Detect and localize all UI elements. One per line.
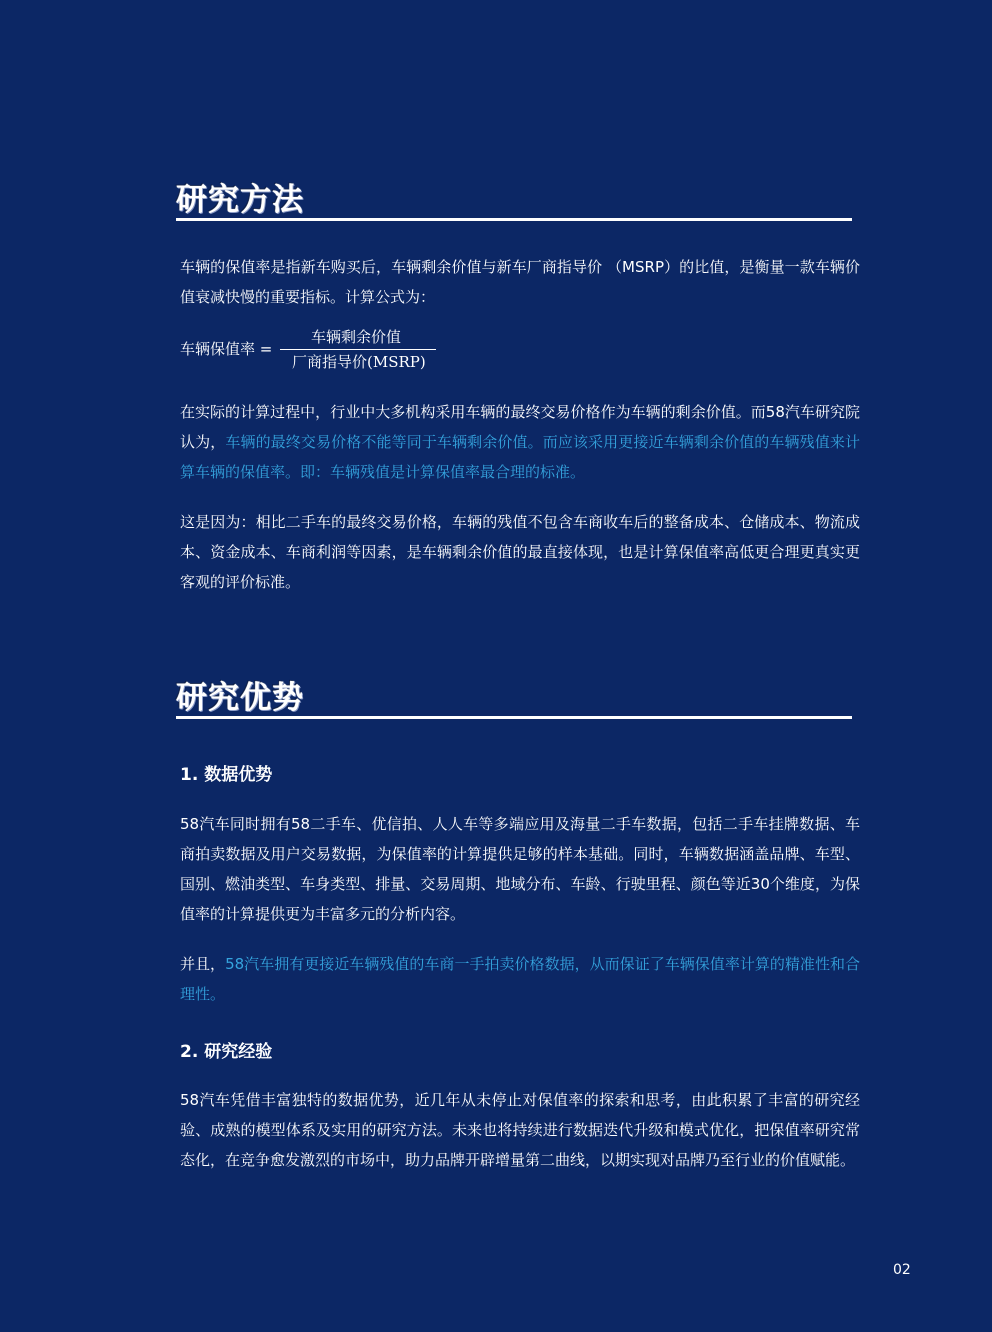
section-title-methods: 研究方法 xyxy=(176,182,304,218)
subheading-data-advantage: 1. 数据优势 xyxy=(180,765,273,785)
subheading-research-experience: 2. 研究经验 xyxy=(180,1042,273,1062)
formula-numerator: 车辆剩余价值 xyxy=(311,328,402,346)
retention-formula xyxy=(180,324,480,374)
methods-paragraph-2 xyxy=(180,397,860,487)
page-number: 02 xyxy=(893,1262,911,1278)
formula-lhs: 车辆保值率 = xyxy=(180,340,273,358)
advantages-paragraph-2-text: 并且， xyxy=(180,955,226,973)
fraction-bar xyxy=(280,349,436,350)
section-title-advantages: 研究优势 xyxy=(176,680,304,716)
methods-paragraph-2-text: 在实际的计算过程中，行业中大多机构采用车辆的最终交易价格作为车辆的剩余价值。而58汽车研究院认为， xyxy=(180,403,860,451)
methods-paragraph-2-highlight: 车辆的最终交易价格不能等同于车辆剩余价值。而应该采用更接近车辆剩余价值的车辆残值来计算车辆的保值率。即：车辆残值是计算保值率最合理的标准。 xyxy=(180,433,860,481)
advantages-paragraph-2-highlight: 58汽车拥有更接近车辆残值的车商一手拍卖价格数据，从而保证了车辆保值率计算的精准性和合理性。 xyxy=(180,955,860,1003)
advantages-paragraph-2 xyxy=(180,949,860,1009)
advantages-paragraph-3: 58汽车凭借丰富独特的数据优势，近几年从未停止对保值率的探索和思考，由此积累了丰富的研究经验、成熟的模型体系及实用的研究方法。未来也将持续进行数据迭代升级和模式优化，把保值率研究常态化，在竞争愈发激烈的市场中，助力品牌开辟增量第二曲线，以期实现对品牌乃至行业的价值赋能。 xyxy=(180,1091,860,1169)
title-underline xyxy=(176,218,852,221)
formula-denominator: 厂商指导价(MSRP) xyxy=(292,353,426,371)
methods-paragraph-1: 车辆的保值率是指新车购买后，车辆剩余价值与新车厂商指导价 （MSRP）的比值，是衡量一款车辆价值衰减快慢的重要指标。计算公式为： xyxy=(180,258,860,306)
title-underline xyxy=(176,716,852,719)
advantages-paragraph-1: 58汽车同时拥有58二手车、优信拍、人人车等多端应用及海量二手车数据，包括二手车挂牌数据、车商拍卖数据及用户交易数据，为保值率的计算提供足够的样本基础。同时，车辆数据涵盖品牌、车型、国别、燃油类型、车身类型、排量、交易周期、地域分布、车龄、行驶里程、颜色等近30个维度，为保值率的计算提供更为丰富多元的分析内容。 xyxy=(180,815,860,923)
methods-paragraph-3: 这是因为：相比二手车的最终交易价格，车辆的残值不包含车商收车后的整备成本、仓储成本、物流成本、资金成本、车商利润等因素，是车辆剩余价值的最直接体现，也是计算保值率高低更合理更真实更客观的评价标准。 xyxy=(180,513,860,591)
